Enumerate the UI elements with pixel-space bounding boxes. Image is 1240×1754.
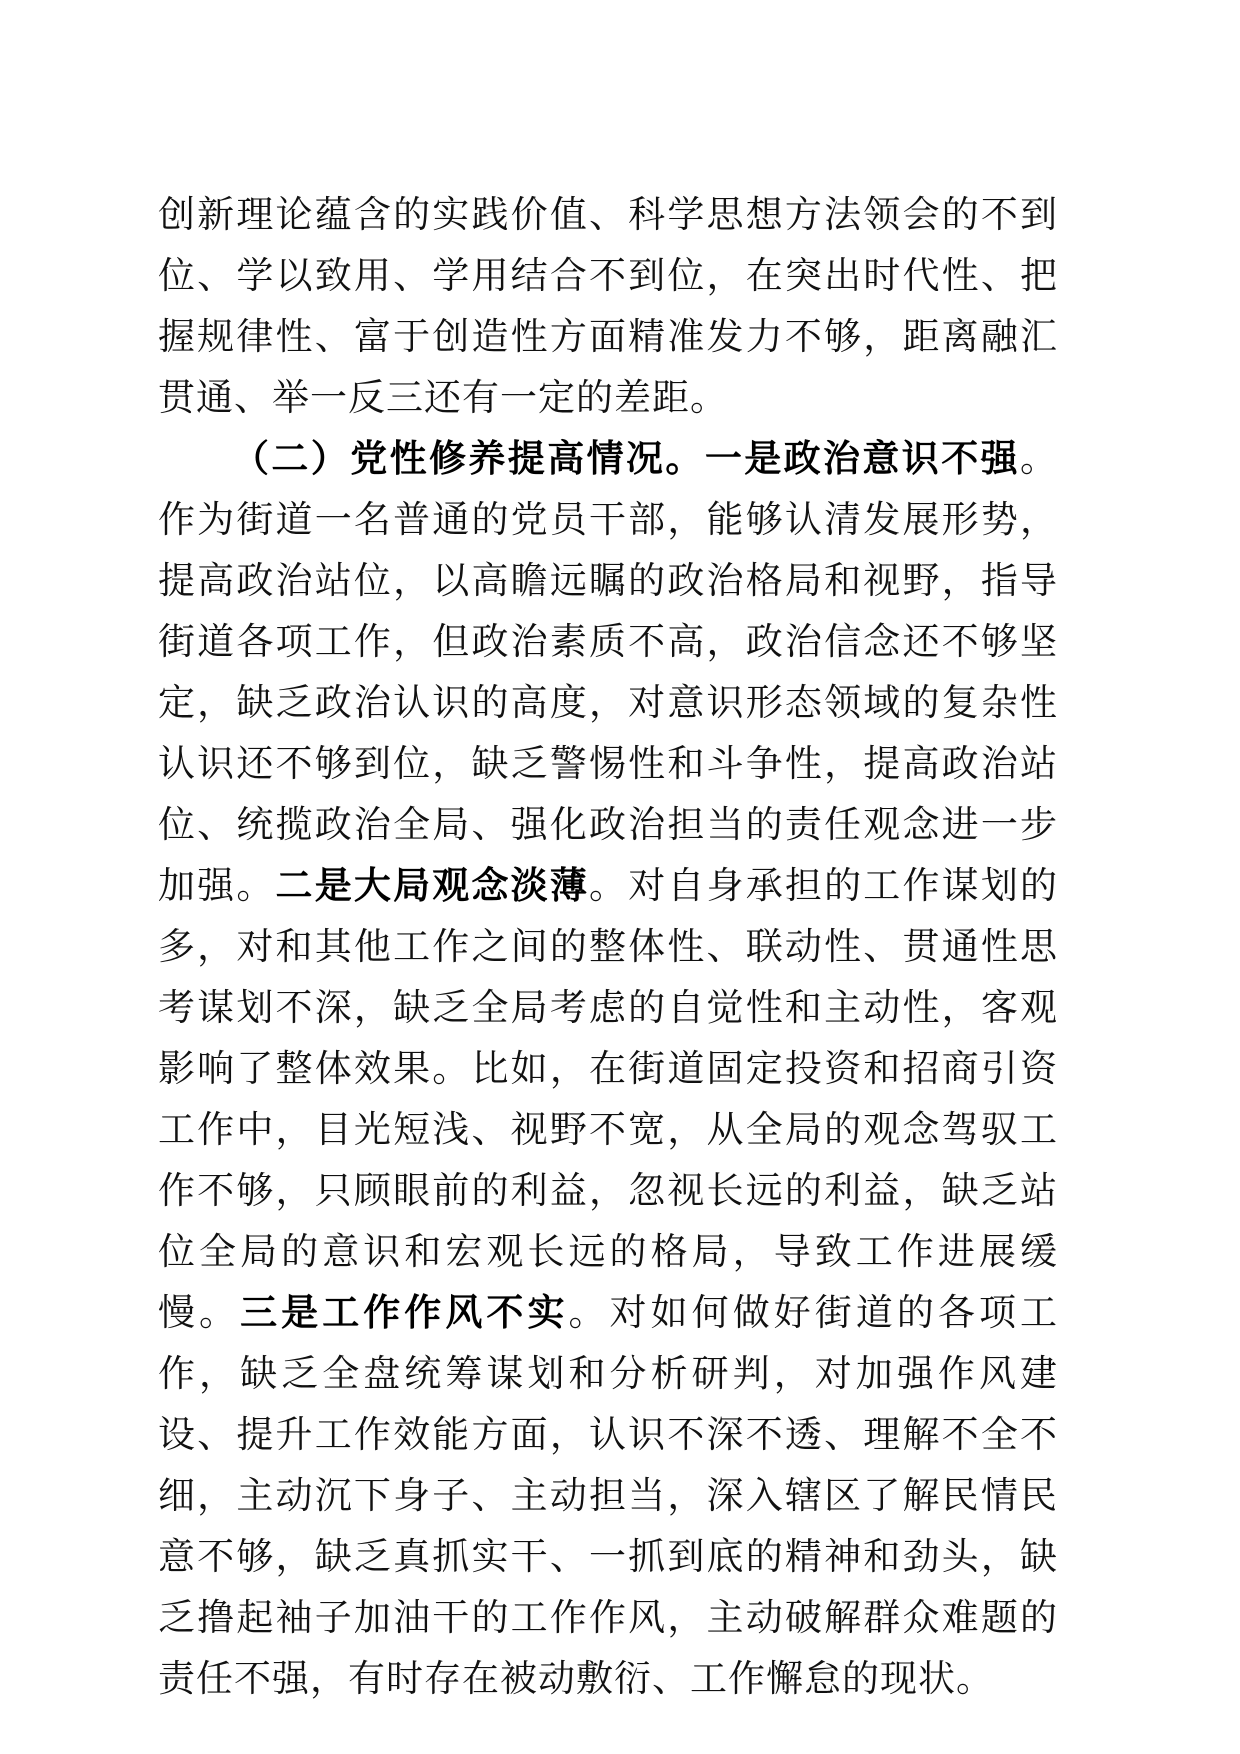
point-3-title: 三是工作作风不实 — [240, 1291, 569, 1334]
paragraph-party-cultivation — [158, 428, 1058, 1709]
paragraph-1-text: 创新理论蕴含的实践价值、科学思想方法领会的不到位、学以致用、学用结合不到位，在突出时代性、把握规律性、富于创造性方面精准发力不够，距离融汇贯通、举一反三还有一定的差距。 — [158, 193, 1058, 419]
paragraph-continuation — [158, 184, 1058, 428]
point-2-text: 。对自身承担的工作谋划的多，对和其他工作之间的整体性、联动性、贯通性思考谋划不深，缺乏全局考虑的自觉性和主动性，客观影响了整体效果。比如，在街道固定投资和招商引资工作中，目光短浅、视野不宽，从全局的观念驾驭工作不够，只顾眼前的利益，忽视长远的利益，缺乏站位全局的意识和宏观长远的格局，导致工作进展缓慢。 — [158, 864, 1059, 1334]
section-heading: （二）党性修养提高情况。 — [232, 437, 705, 480]
point-1-title: 一是政治意识不强 — [704, 437, 1021, 480]
point-3-text: 。对如何做好街道的各项工作，缺乏全盘统筹谋划和分析研判，对加强作风建设、提升工作效能方面，认识不深不透、理解不全不细，主动沉下身子、主动担当，深入辖区了解民情民意不够，缺乏真抓实干、一抓到底的精神和劲头，缺乏撸起袖子加油干的工作作风，主动破解群众难题的责任不强，有时存在被动敷衍、工作懈怠的现状。 — [158, 1291, 1059, 1700]
point-1-text: 。作为街道一名普通的党员干部，能够认清发展形势，提高政治站位，以高瞻远瞩的政治格局和视野，指导街道各项工作，但政治素质不高，政治信念还不够坚定，缺乏政治认识的高度，对意识形态领域的复杂性认识还不够到位，缺乏警惕性和斗争性，提高政治站位、统揽政治全局、强化政治担当的责任观念进一步加强。 — [158, 437, 1059, 907]
point-2-title: 二是大局观念淡薄 — [275, 864, 590, 907]
